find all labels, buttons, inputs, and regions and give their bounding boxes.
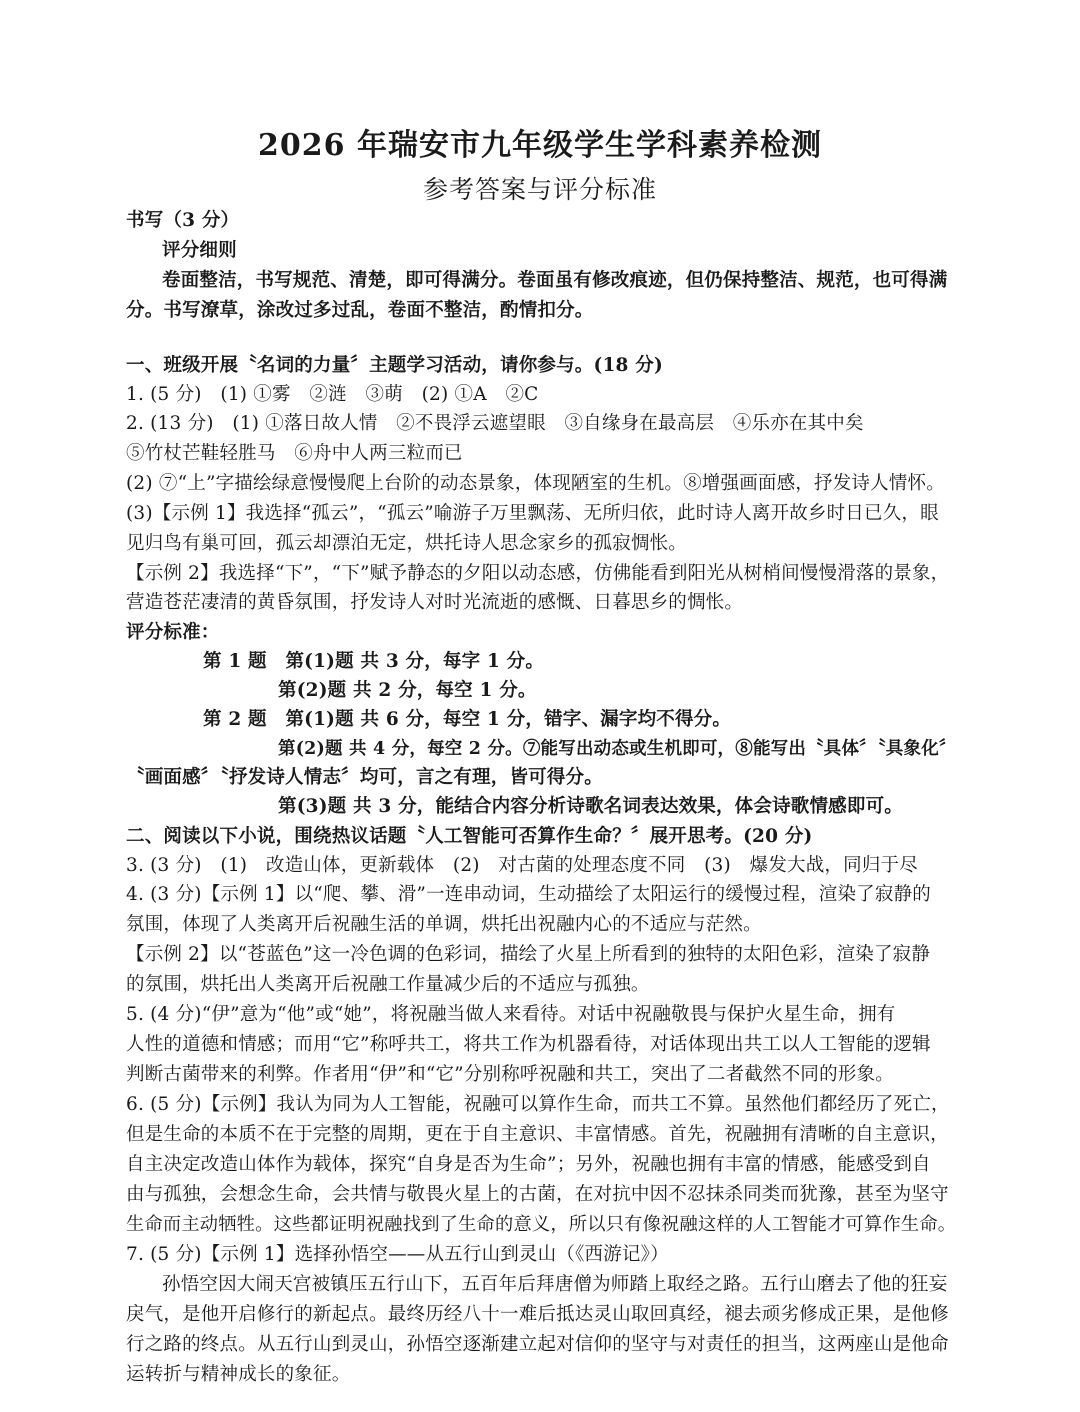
answer-q7-line: 7. (5 分)【示例 1】选择孙悟空——从五行山到灵山（《西游记》） [126,1244,669,1265]
answer-q6-line: 生命而主动牺牲。这些都证明祝融找到了生命的意义，所以只有像祝融这样的人工智能才可算作生命。 [126,1214,957,1235]
answer-q6-line: 由与孤独，会想念生命，会共情与敬畏火星上的古菌，在对抗中因不忍抹杀同类而犹豫，甚至为坚守 [126,1184,949,1205]
page-subtitle: 参考答案与评分标准 [422,175,657,204]
answer-q4-line: 4. (3 分)【示例 1】以“爬、攀、滑”一连串动词，生动描绘了太阳运行的缓慢过程，渲染了寂静的 [126,884,931,905]
section-heading-part2: 二、阅读以下小说，围绕热议话题〝人工智能可否算作生命？〞展开思考。(20 分) [126,826,813,847]
writing-rules-line: 分。书写潦草，涂改过多过乱，卷面不整洁，酌情扣分。 [126,300,594,321]
answer-q3: 3. (3 分) (1) 改造山体，更新载体 (2) 对古菌的处理态度不同 (3) 爆发大战，同归于尽 [126,855,918,876]
answer-q2-3-line: 见归鸟有巢可回，孤云却漂泊无定，烘托诗人思念家乡的孤寂惆怅。 [126,533,688,554]
criteria-line: 第 2 题 第(1)题 共 6 分，每空 1 分，错字、漏字均不得分。 [203,709,732,730]
answer-q2-line: 2. (13 分) (1) ①落日故人情 ②不畏浮云遮望眼 ③自缘身在最高层 ④乐亦在其中矣 [126,413,864,434]
criteria-line: 〝画面感〞〝抒发诗人情志〞均可，言之有理，皆可得分。 [126,767,603,788]
criteria-line: 第(2)题 共 4 分，每空 2 分。⑦能写出动态或生机即可，⑧能写出〝具体〞〝具象化〞 [278,739,957,759]
answer-q7-line: 行之路的终点。从五行山到灵山，孙悟空逐渐建立起对信仰的坚守与对责任的担当，这两座山是他命 [126,1334,949,1355]
writing-rules-label: 评分细则 [162,240,237,261]
criteria-line: 第(2)题 共 2 分，每空 1 分。 [278,680,537,701]
section-heading-part1: 一、班级开展〝名词的力量〞主题学习活动，请你参与。(18 分) [126,355,663,376]
answer-q7-line: 孙悟空因大闹天宫被镇压五行山下，五百年后拜唐僧为师踏上取经之路。五行山磨去了他的狂妄 [162,1274,948,1295]
criteria-line: 第 1 题 第(1)题 共 3 分，每字 1 分。 [203,651,545,672]
writing-heading: 书写（3 分） [126,210,240,231]
answer-q1: 1. (5 分) (1) ①雾 ②涟 ③萌 (2) ①A ②C [126,384,539,405]
answer-q2-3-line: 营造苍茫凄清的黄昏氛围，抒发诗人对时光流逝的感慨、日暮思乡的惆怅。 [126,592,744,613]
answer-q4-line: 【示例 2】以“苍蓝色”这一冷色调的色彩词，描绘了火星上所看到的独特的太阳色彩，渲染了寂静 [126,944,931,965]
answer-q2-3-line: 【示例 2】我选择“下”，“下”赋予静态的夕阳以动态感，仿佛能看到阳光从树梢间慢慢滑落的景象， [126,563,950,584]
answer-q6-line: 自主决定改造山体作为载体，探究“自身是否为生命”；另外，祝融也拥有丰富的情感，能感受到自 [126,1154,931,1175]
answer-q5-line: 人性的道德和情感；而用“它”称呼共工，将共工作为机器看待，对话体现出共工以人工智能的逻辑 [126,1034,931,1055]
answer-q5-line: 判断古菌带来的利弊。作者用“伊”和“它”分别称呼祝融和共工，突出了二者截然不同的形象。 [126,1064,894,1085]
writing-rules-line: 卷面整洁，书写规范、清楚，即可得满分。卷面虽有修改痕迹，但仍保持整洁、规范，也可得满 [162,270,948,291]
criteria-line: 第(3)题 共 3 分，能结合内容分析诗歌名词表达效果，体会诗歌情感即可。 [278,796,903,817]
answer-q7-line: 运转折与精神成长的象征。 [126,1364,351,1385]
answer-q5-line: 5. (4 分)“伊”意为“他”或“她”，将祝融当做人来看待。对话中祝融敬畏与保护火星生命，拥有 [126,1004,896,1025]
answer-q7-line: 戾气，是他开启修行的新起点。最终历经八十一难后抵达灵山取回真经，褪去顽劣修成正果，是他修 [126,1304,949,1325]
answer-q4-line: 氛围，体现了人类离开后祝融生活的单调，烘托出祝融内心的不适应与茫然。 [126,914,762,935]
criteria-label: 评分标准： [126,622,220,643]
page-title: 2026 年瑞安市九年级学生学科素养检测 [258,128,822,163]
answer-q2-2: (2) ⑦“上”字描绘绿意慢慢爬上台阶的动态景象，体现陋室的生机。⑧增强画面感，抒发诗人情怀。 [126,473,945,494]
answer-q4-line: 的氛围，烘托出人类离开后祝融工作量减少后的不适应与孤独。 [126,974,650,995]
answer-q6-line: 但是生命的本质不在于完整的周期，更在于自主意识、丰富情感。首先，祝融拥有清晰的自主意识， [126,1124,949,1145]
answer-q6-line: 6. (5 分)【示例】我认为同为人工智能，祝融可以算作生命，而共工不算。虽然他们都经历了死亡， [126,1094,950,1115]
answer-q2-3-line: (3)【示例 1】我选择“孤云”，“孤云”喻游子万里飘荡、无所归依，此时诗人离开故乡时日已久，眼 [126,503,939,524]
answer-q2-line: ⑤竹杖芒鞋轻胜马 ⑥舟中人两三粒而已 [126,443,463,464]
